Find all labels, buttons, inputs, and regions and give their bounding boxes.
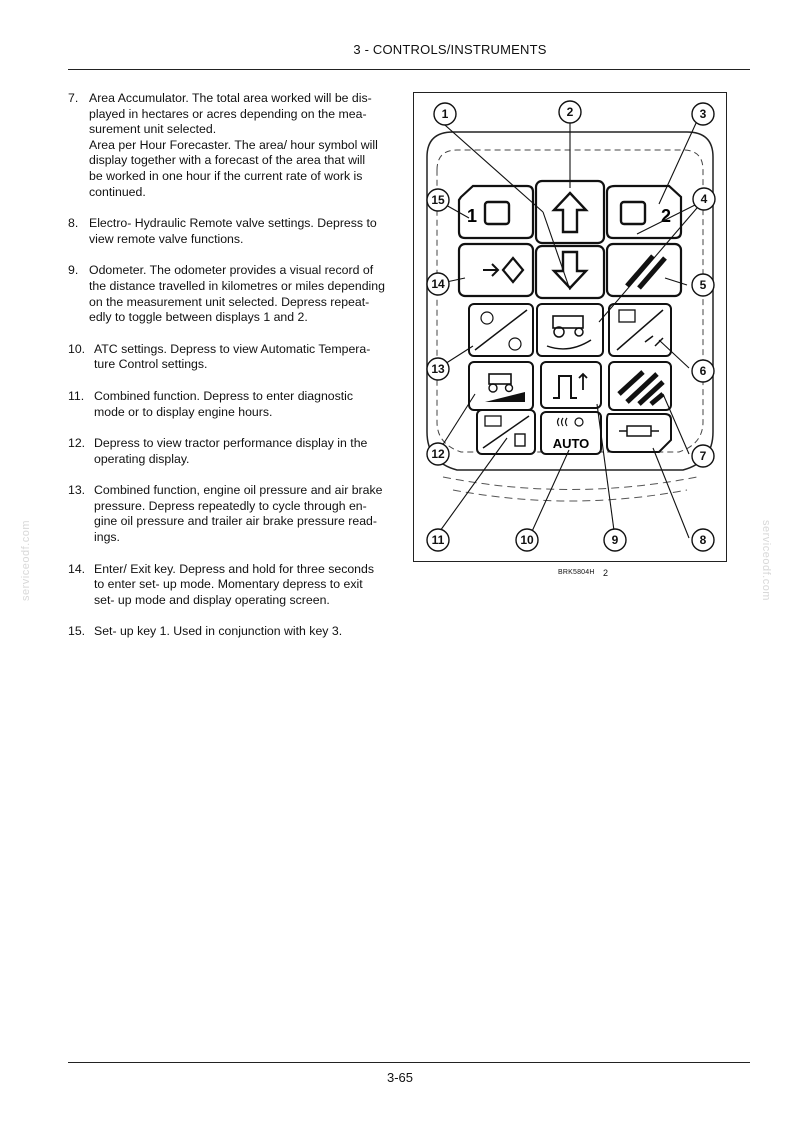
callout-8: 8 (699, 533, 707, 547)
callout-12: 12 (431, 447, 445, 461)
callout-6: 6 (699, 364, 707, 378)
item-number: 15. (68, 624, 86, 639)
item-text (94, 624, 404, 640)
item-number: 14. (68, 561, 86, 576)
console-base-line (443, 477, 697, 490)
key-up-arrow (536, 181, 604, 243)
item-line: Depress to view tractor performance display in the (94, 436, 368, 451)
item-text (94, 389, 404, 420)
list-item (68, 389, 404, 420)
callout-5: 5 (699, 278, 707, 292)
item-line: Combined function, engine oil pressure and air brake (94, 483, 383, 498)
item-text (94, 483, 404, 545)
item-line: Combined function. Depress to enter diagnostic (94, 388, 354, 403)
item-line: Enter/ Exit key. Depress and hold for three seconds (94, 561, 375, 576)
callout-10: 10 (520, 533, 534, 547)
item-line: played in hectares or acres depending on the mea- (89, 106, 367, 121)
key-15-label: 1 (467, 206, 478, 226)
list-item (68, 483, 404, 545)
item-line: to enter set- up mode. Momentary depress to exit (94, 577, 363, 592)
item-line: Area per Hour Forecaster. The area/ hour symbol will (89, 137, 378, 152)
callout-2: 2 (566, 105, 574, 119)
callout-1: 1 (441, 107, 449, 121)
item-line: operating display. (94, 451, 190, 466)
figure-number: 2 (603, 568, 609, 578)
item-text (89, 263, 404, 325)
watermark-left: serviceodf.com (20, 520, 32, 601)
callout-3: 3 (699, 107, 707, 121)
item-line: Electro- Hydraulic Remote valve settings. Depress to (89, 216, 377, 231)
item-list (68, 91, 404, 656)
item-line: ATC settings. Depress to view Automatic Tempera- (94, 341, 371, 356)
callout-7: 7 (699, 449, 707, 463)
key-3-label: 2 (661, 206, 672, 226)
item-text (89, 216, 404, 247)
item-line: on the measurement unit selected. Depress repeat- (89, 294, 370, 309)
list-item (68, 263, 404, 325)
list-item (68, 342, 404, 373)
item-line: surement unit selected. (89, 122, 217, 137)
item-line: gine oil pressure and trailer air brake pressure read- (94, 514, 377, 529)
header-rule (68, 69, 750, 70)
keypad-figure (413, 92, 727, 562)
item-text (89, 91, 404, 200)
item-line: the distance travelled in kilometres or miles depending (89, 278, 385, 293)
list-item (68, 436, 404, 467)
callout-13: 13 (431, 362, 445, 376)
item-line: ings. (94, 530, 120, 545)
list-item (68, 562, 404, 609)
section-title: 3 - CONTROLS/INSTRUMENTS (353, 42, 547, 57)
console-base-line (453, 490, 687, 501)
item-text (94, 562, 404, 609)
item-line: Odometer. The odometer provides a visual record of (89, 263, 374, 278)
callout-14: 14 (431, 277, 445, 291)
item-number: 13. (68, 483, 86, 498)
item-line: mode or to display engine hours. (94, 404, 273, 419)
item-number: 7. (68, 91, 79, 105)
item-line: Area Accumulator. The total area worked will be dis- (89, 91, 372, 105)
item-number: 10. (68, 341, 86, 356)
list-item (68, 91, 404, 200)
callout-15: 15 (431, 193, 445, 207)
item-line: continued. (89, 184, 146, 199)
auto-label: AUTO (552, 436, 590, 451)
item-text (94, 342, 404, 373)
callout-4: 4 (700, 192, 708, 206)
item-text (94, 436, 404, 467)
list-item (68, 624, 404, 640)
page-number: 3-65 (386, 1070, 414, 1085)
item-line: set- up mode and display operating screen. (94, 592, 330, 607)
item-number: 11. (68, 388, 85, 403)
callout-9: 9 (611, 533, 619, 547)
item-line: Set- up key 1. Used in conjunction with key 3. (94, 624, 343, 639)
item-number: 12. (68, 436, 86, 451)
watermark-right: serviceodf.com (760, 520, 772, 601)
callout-11: 11 (431, 533, 445, 547)
key-8-remote-valve (607, 414, 671, 452)
key-down-arrow (536, 246, 604, 298)
key-12-performance (469, 362, 533, 410)
item-number: 9. (68, 263, 79, 278)
footer-rule (68, 1062, 750, 1063)
item-line: view remote valve functions. (89, 231, 244, 246)
item-number: 8. (68, 216, 79, 231)
figure-code: BRK5804H (558, 569, 595, 576)
list-item (68, 216, 404, 247)
item-line: pressure. Depress repeatedly to cycle through en- (94, 498, 367, 513)
item-line: display together with a forecast of the area that will (89, 153, 366, 168)
item-line: edly to toggle between displays 1 and 2. (89, 310, 308, 325)
item-line: be worked in one hour if the current rate of work is (89, 168, 363, 183)
item-line: ture Control settings. (94, 357, 208, 372)
